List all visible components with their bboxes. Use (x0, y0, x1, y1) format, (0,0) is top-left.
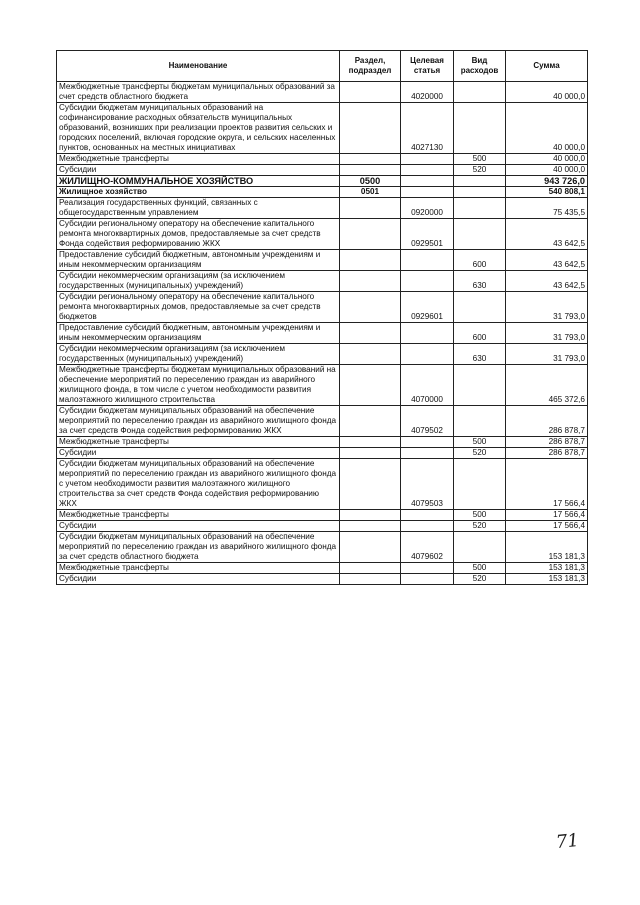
row-name-cell: Предоставление субсидий бюджетным, автономным учреждениям и иным некоммерческим организациям (57, 250, 340, 271)
row-amount-cell: 286 878,7 (506, 448, 588, 459)
row-section-cell (340, 198, 401, 219)
row-name-cell: Реализация государственных функций, связанных с общегосударственным управлением (57, 198, 340, 219)
row-amount-cell: 40 000,0 (506, 103, 588, 154)
row-name-cell: Субсидии (57, 165, 340, 176)
table-row (57, 103, 588, 154)
budget-table (56, 50, 588, 585)
row-expense-type-cell (454, 292, 506, 323)
row-name-cell: Субсидии бюджетам муниципальных образований на софинансирование расходных обязательств муниципальных образований, возникших при реализации проектов развития сельских и городских поселений, включая городские округа, и сельских населенных пунктов, основанных на местных инициативах (57, 103, 340, 154)
row-article-cell: 4079502 (401, 406, 454, 437)
row-section-cell (340, 165, 401, 176)
row-article-cell (401, 574, 454, 585)
row-amount-cell: 153 181,3 (506, 563, 588, 574)
row-article-cell: 4079602 (401, 532, 454, 563)
row-article-cell: 4079503 (401, 459, 454, 510)
row-name-cell: Жилищное хозяйство (57, 187, 340, 198)
table-row (57, 187, 588, 198)
header-section: Раздел, подраздел (340, 51, 401, 82)
row-expense-type-cell (454, 187, 506, 198)
header-name: Наименование (57, 51, 340, 82)
table-row (57, 448, 588, 459)
row-article-cell (401, 154, 454, 165)
row-section-cell (340, 574, 401, 585)
table-body (57, 82, 588, 585)
row-expense-type-cell: 600 (454, 250, 506, 271)
row-amount-cell: 153 181,3 (506, 532, 588, 563)
table-row (57, 82, 588, 103)
row-section-cell: 0501 (340, 187, 401, 198)
row-expense-type-cell: 520 (454, 448, 506, 459)
row-section-cell (340, 365, 401, 406)
table-row (57, 271, 588, 292)
row-article-cell (401, 250, 454, 271)
row-expense-type-cell (454, 103, 506, 154)
row-amount-cell: 17 566,4 (506, 510, 588, 521)
row-article-cell (401, 448, 454, 459)
row-amount-cell: 75 435,5 (506, 198, 588, 219)
row-expense-type-cell (454, 365, 506, 406)
row-section-cell (340, 437, 401, 448)
row-article-cell (401, 165, 454, 176)
row-article-cell: 0920000 (401, 198, 454, 219)
row-expense-type-cell (454, 176, 506, 187)
row-amount-cell: 31 793,0 (506, 344, 588, 365)
row-expense-type-cell: 600 (454, 323, 506, 344)
row-amount-cell: 540 808,1 (506, 187, 588, 198)
row-name-cell: Субсидии некоммерческим организациям (за исключением государственных (муниципальных) учреждений) (57, 271, 340, 292)
row-name-cell: Субсидии бюджетам муниципальных образований на обеспечение мероприятий по переселению граждан из аварийного жилищного фонда за счет средств Фонда содействия реформированию ЖКХ (57, 406, 340, 437)
table-row (57, 459, 588, 510)
row-name-cell: Предоставление субсидий бюджетным, автономным учреждениям и иным некоммерческим организациям (57, 323, 340, 344)
row-amount-cell: 40 000,0 (506, 154, 588, 165)
row-expense-type-cell: 520 (454, 574, 506, 585)
row-expense-type-cell: 630 (454, 271, 506, 292)
row-section-cell (340, 532, 401, 563)
row-article-cell (401, 344, 454, 365)
row-amount-cell: 40 000,0 (506, 82, 588, 103)
row-expense-type-cell: 500 (454, 510, 506, 521)
row-name-cell: Субсидии (57, 521, 340, 532)
row-amount-cell: 943 726,0 (506, 176, 588, 187)
row-section-cell (340, 521, 401, 532)
row-amount-cell: 286 878,7 (506, 406, 588, 437)
table-row (57, 344, 588, 365)
table-row (57, 406, 588, 437)
row-section-cell (340, 292, 401, 323)
table-row (57, 365, 588, 406)
row-article-cell (401, 176, 454, 187)
row-expense-type-cell: 500 (454, 437, 506, 448)
row-amount-cell: 153 181,3 (506, 574, 588, 585)
row-expense-type-cell (454, 459, 506, 510)
row-expense-type-cell (454, 219, 506, 250)
table-row (57, 563, 588, 574)
row-name-cell: Межбюджетные трансферты (57, 563, 340, 574)
row-expense-type-cell: 630 (454, 344, 506, 365)
row-expense-type-cell (454, 198, 506, 219)
row-name-cell: Межбюджетные трансферты (57, 437, 340, 448)
table-row (57, 510, 588, 521)
row-section-cell (340, 323, 401, 344)
row-amount-cell: 40 000,0 (506, 165, 588, 176)
row-article-cell (401, 563, 454, 574)
table-row (57, 574, 588, 585)
row-expense-type-cell (454, 532, 506, 563)
row-section-cell: 0500 (340, 176, 401, 187)
row-article-cell: 4070000 (401, 365, 454, 406)
row-amount-cell: 43 642,5 (506, 219, 588, 250)
table-row (57, 532, 588, 563)
header-expense-type: Вид расходов (454, 51, 506, 82)
row-expense-type-cell: 520 (454, 165, 506, 176)
table-row (57, 198, 588, 219)
row-section-cell (340, 344, 401, 365)
row-expense-type-cell (454, 406, 506, 437)
row-amount-cell: 31 793,0 (506, 292, 588, 323)
row-expense-type-cell: 500 (454, 563, 506, 574)
table-row (57, 292, 588, 323)
row-section-cell (340, 271, 401, 292)
row-article-cell: 0929501 (401, 219, 454, 250)
header-amount: Сумма (506, 51, 588, 82)
row-section-cell (340, 448, 401, 459)
page-number: 71 (554, 829, 580, 854)
row-amount-cell: 43 642,5 (506, 250, 588, 271)
row-article-cell (401, 510, 454, 521)
row-section-cell (340, 406, 401, 437)
row-name-cell: Субсидии некоммерческим организациям (за исключением государственных (муниципальных) учреждений) (57, 344, 340, 365)
row-article-cell (401, 323, 454, 344)
row-name-cell: Субсидии (57, 574, 340, 585)
table-row (57, 437, 588, 448)
row-name-cell: Межбюджетные трансферты (57, 510, 340, 521)
row-section-cell (340, 82, 401, 103)
table-row (57, 219, 588, 250)
table-row (57, 323, 588, 344)
table-header-row (57, 51, 588, 82)
table-row (57, 154, 588, 165)
row-article-cell: 4020000 (401, 82, 454, 103)
row-amount-cell: 17 566,4 (506, 459, 588, 510)
row-section-cell (340, 154, 401, 165)
table-row (57, 250, 588, 271)
row-section-cell (340, 250, 401, 271)
row-article-cell (401, 521, 454, 532)
row-article-cell (401, 437, 454, 448)
row-section-cell (340, 103, 401, 154)
row-amount-cell: 31 793,0 (506, 323, 588, 344)
row-name-cell: ЖИЛИЩНО-КОММУНАЛЬНОЕ ХОЗЯЙСТВО (57, 176, 340, 187)
row-amount-cell: 43 642,5 (506, 271, 588, 292)
row-amount-cell: 17 566,4 (506, 521, 588, 532)
row-section-cell (340, 510, 401, 521)
row-amount-cell: 465 372,6 (506, 365, 588, 406)
table-row (57, 521, 588, 532)
row-article-cell: 0929601 (401, 292, 454, 323)
row-section-cell (340, 219, 401, 250)
row-section-cell (340, 563, 401, 574)
row-expense-type-cell: 520 (454, 521, 506, 532)
row-article-cell (401, 187, 454, 198)
budget-sheet (56, 50, 587, 585)
row-section-cell (340, 459, 401, 510)
table-row (57, 165, 588, 176)
row-name-cell: Субсидии бюджетам муниципальных образований на обеспечение мероприятий по переселению граждан из аварийного жилищного фонда за счет средств областного бюджета (57, 532, 340, 563)
row-expense-type-cell: 500 (454, 154, 506, 165)
row-name-cell: Межбюджетные трансферты бюджетам муниципальных образований на обеспечение мероприятий по переселению граждан из аварийного жилищного фонда, в том числе с учетом необходимости развития малоэтажного жилищного строительства (57, 365, 340, 406)
row-name-cell: Субсидии региональному оператору на обеспечение капитального ремонта многоквартирных домов, предоставляемые за счет средств Фонда содействия реформированию ЖКХ (57, 219, 340, 250)
row-article-cell: 4027130 (401, 103, 454, 154)
table-row (57, 176, 588, 187)
row-article-cell (401, 271, 454, 292)
header-article: Целевая статья (401, 51, 454, 82)
row-name-cell: Межбюджетные трансферты бюджетам муниципальных образований за счет средств областного бюджета (57, 82, 340, 103)
row-name-cell: Субсидии региональному оператору на обеспечение капитального ремонта многоквартирных домов, предоставляемые за счет средств бюджетов (57, 292, 340, 323)
row-name-cell: Субсидии (57, 448, 340, 459)
row-amount-cell: 286 878,7 (506, 437, 588, 448)
row-name-cell: Межбюджетные трансферты (57, 154, 340, 165)
row-expense-type-cell (454, 82, 506, 103)
row-name-cell: Субсидии бюджетам муниципальных образований на обеспечение мероприятий по переселению граждан из аварийного жилищного фонда с учетом необходимости развития малоэтажного жилищного строительства за счет средств Фонда содействия реформированию ЖКХ (57, 459, 340, 510)
